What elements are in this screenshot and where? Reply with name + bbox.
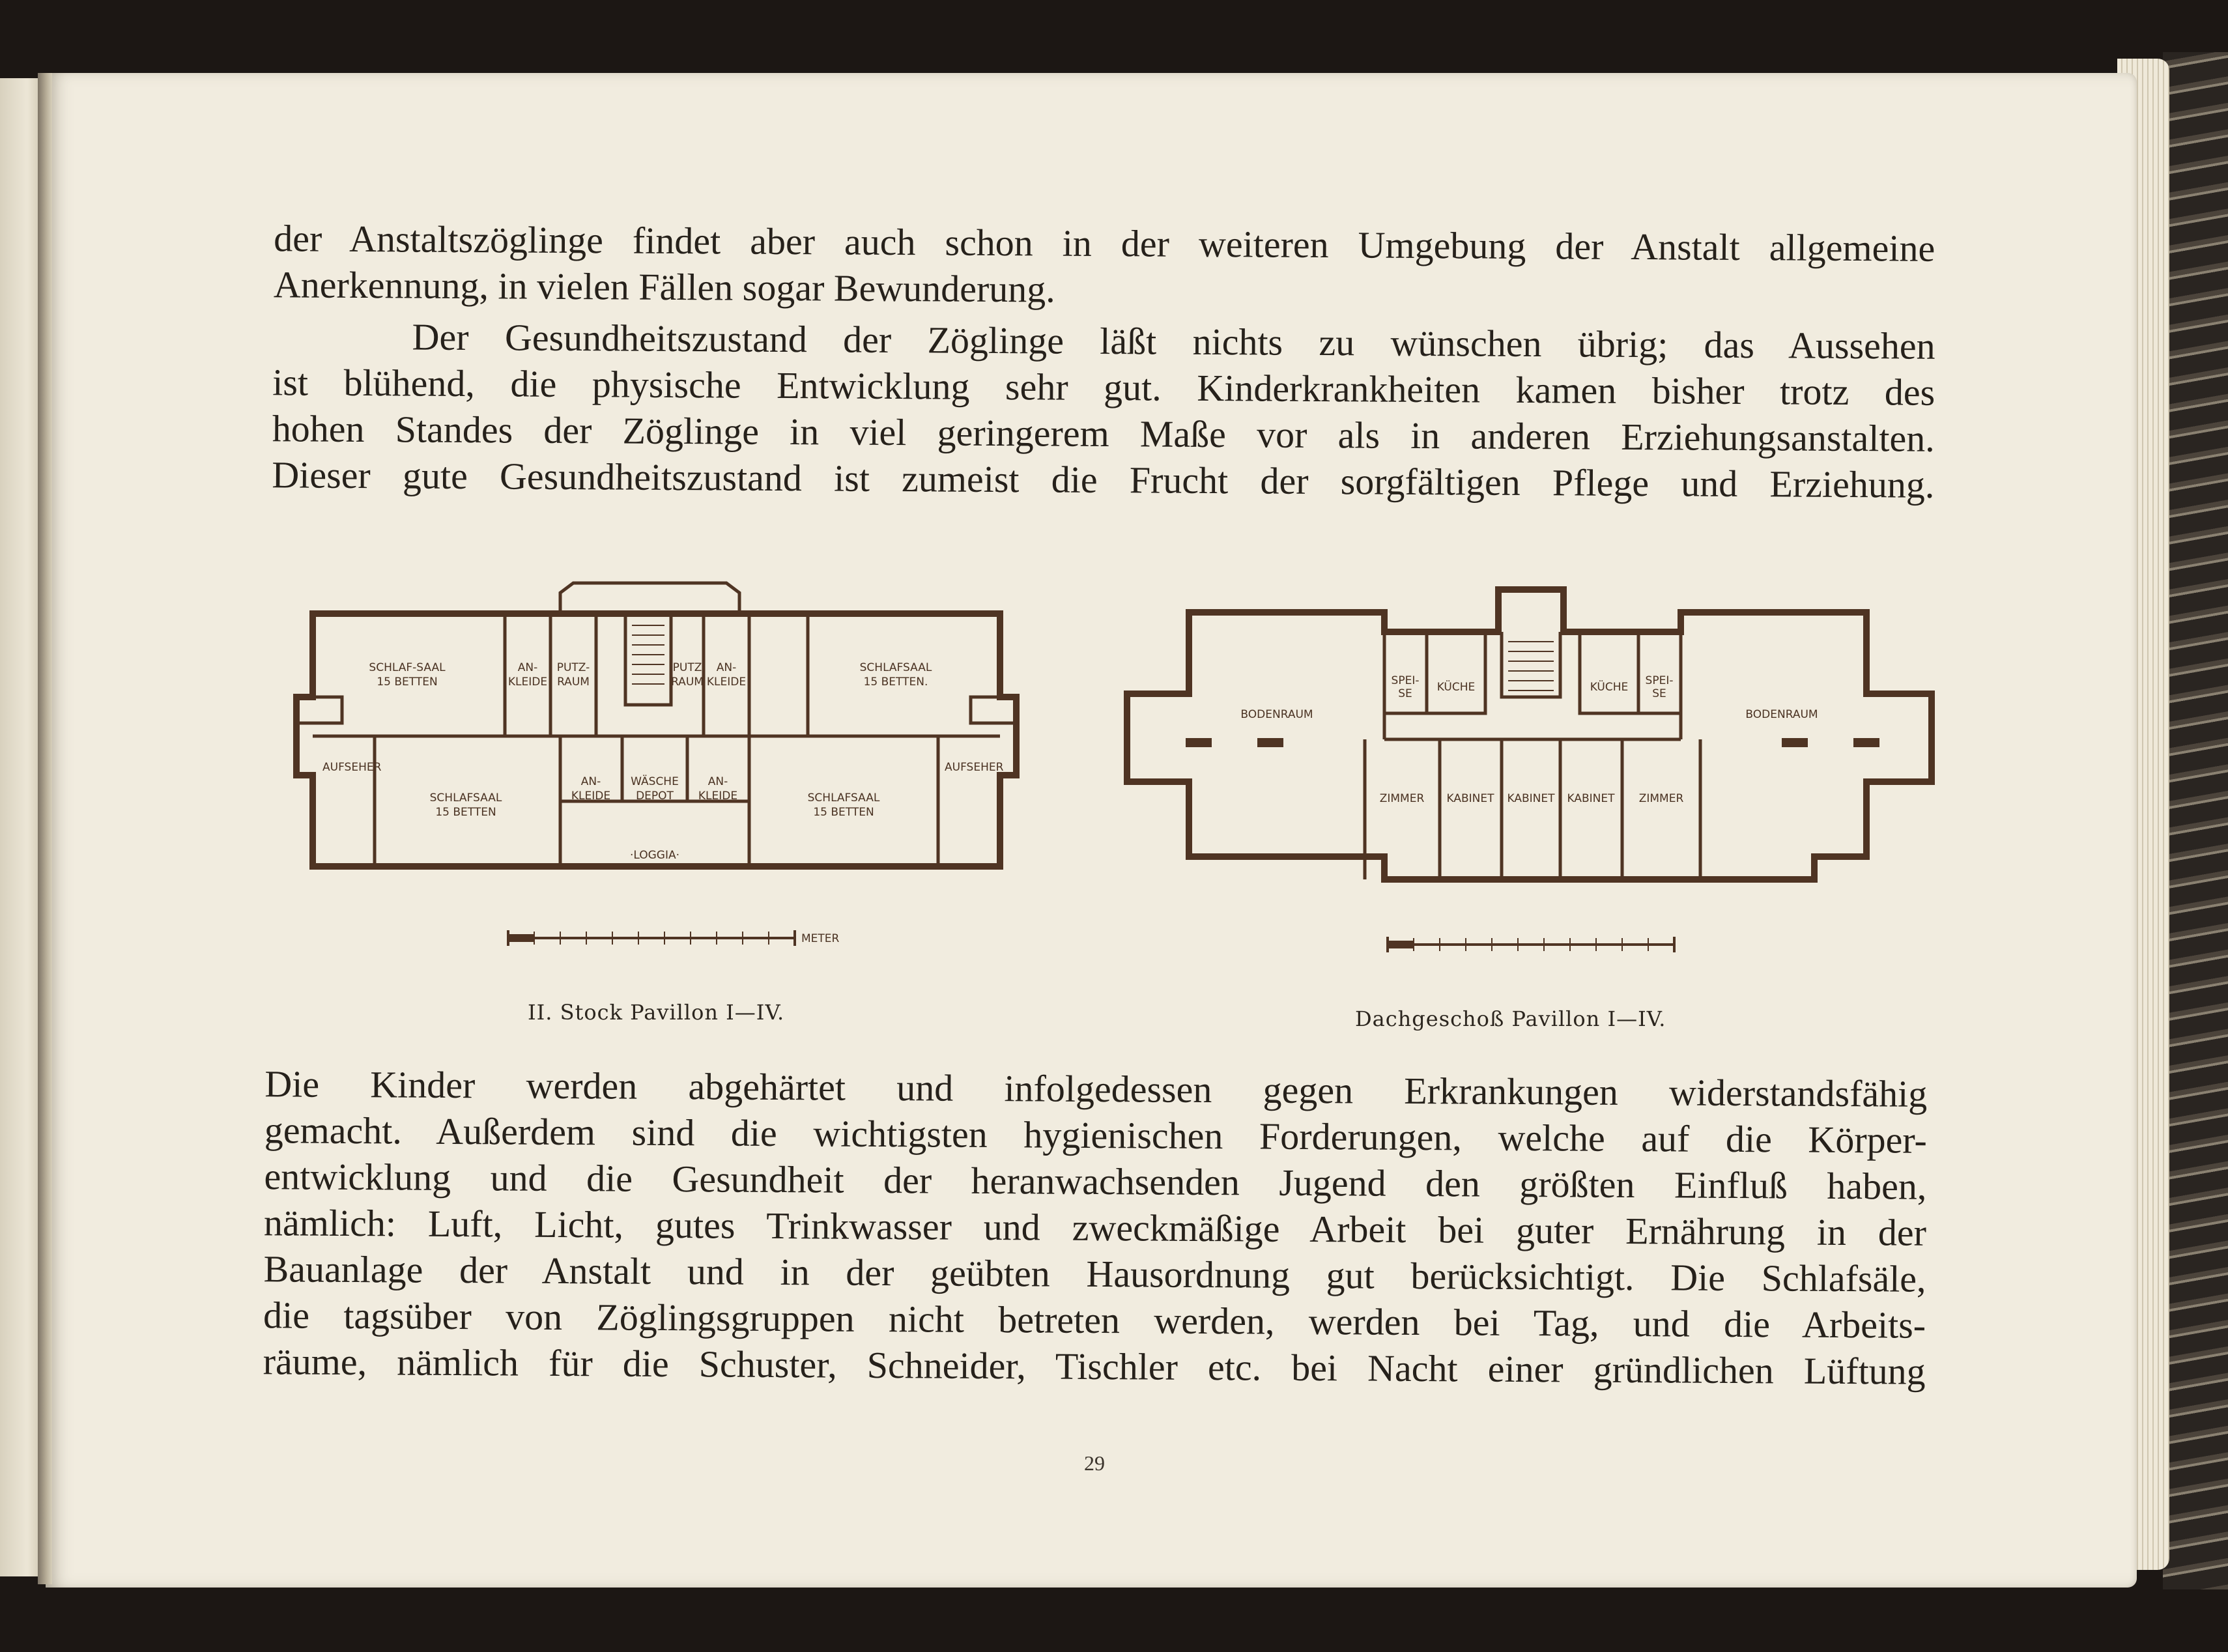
text-line: nämlich: Luft, Licht, gutes Trinkwasser und zweckmäßige Arbeit bei guter Ernährung in der: [263, 1201, 1927, 1254]
text-line: Anerkennung, in vielen Fällen sogar Bewunderung.: [273, 263, 1055, 311]
book-gutter: [38, 73, 52, 1584]
paragraph-health: [272, 313, 1935, 508]
room-label: BODENRAUM: [1745, 708, 1818, 721]
text-line: gemacht. Außerdem sind die wichtigsten hygienischen Forderungen, welche auf die Körper-: [264, 1109, 1928, 1161]
room-label: 15 BETTEN: [435, 806, 496, 819]
room-label: KLEIDE: [706, 676, 747, 689]
scale-unit-label: METER: [801, 932, 840, 945]
room-label: KLEIDE: [571, 790, 611, 803]
room-label: ZIMMER: [1379, 792, 1425, 805]
book-cover-edge: [2163, 52, 2228, 1589]
floor-plan-attic: [1124, 583, 1938, 889]
caption-second-floor: II. Stock Pavillon I—IV.: [528, 1000, 785, 1025]
room-label: SCHLAFSAAL: [429, 791, 502, 805]
room-label: AUFSEHER: [945, 761, 1004, 774]
text-line: die tagsüber von Zöglingsgruppen nicht betreten werden, werden bei Tag, und die Arbeits-: [263, 1294, 1926, 1346]
room-label: SCHLAF-SAAL: [369, 661, 446, 674]
room-label: AUFSEHER: [322, 761, 382, 774]
floor-plan-second-floor: [248, 580, 1062, 892]
room-label: ·LOGGIA·: [629, 849, 680, 862]
page-number: 29: [1084, 1451, 1105, 1475]
room-label: KABINET: [1567, 792, 1615, 805]
room-label: SCHLAFSAAL: [807, 791, 880, 805]
room-label: KABINET: [1446, 792, 1494, 805]
room-label: AN-: [707, 775, 728, 788]
room-label: SPEI-: [1391, 674, 1420, 687]
room-label: SE: [1652, 687, 1666, 700]
text-line: räume, nämlich für die Schuster, Schneider, Tischler etc. bei Nacht einer gründlichen Lüftung: [263, 1340, 1926, 1393]
caption-attic: Dachgeschoß Pavillon I—IV.: [1355, 1006, 1666, 1031]
room-label: 15 BETTEN: [377, 676, 438, 689]
scale-bar-right: [1388, 932, 1681, 958]
room-label: AN-: [517, 661, 538, 674]
room-label: SE: [1398, 687, 1412, 700]
text-line: Der Gesundheitszustand der Zöglinge läßt nichts zu wünschen übrig; das Aussehen: [412, 315, 1935, 367]
room-label: AN-: [580, 775, 601, 788]
text-line: der Anstaltszöglinge findet aber auch schon in der weiteren Umgebung der Anstalt allgemeine: [274, 217, 1935, 270]
room-label: KLEIDE: [507, 676, 548, 689]
text-line: entwicklung und die Gesundheit der heranwachsenden Jugend den größten Einfluß haben,: [264, 1155, 1927, 1208]
room-label: KABINET: [1507, 792, 1555, 805]
paragraph-intro: [274, 215, 1935, 318]
room-label: PUTZ: [672, 661, 702, 674]
room-label: RAUM: [557, 676, 590, 689]
room-label: 15 BETTEN.: [863, 676, 928, 689]
room-label: SCHLAFSAAL: [859, 661, 932, 674]
room-label: DEPOT: [636, 790, 674, 803]
room-label: RAUM: [671, 676, 704, 689]
room-label: KLEIDE: [698, 790, 738, 803]
scale-bar-left: [508, 925, 860, 951]
room-label: PUTZ-: [556, 661, 590, 674]
text-line: hohen Standes der Zöglinge in viel geringerem Maße vor als in anderen Erziehungsanstalten.: [272, 407, 1935, 460]
text-line: ist blühend, die physische Entwicklung sehr gut. Kinderkrankheiten kamen bisher trotz des: [272, 361, 1935, 414]
room-label: KÜCHE: [1436, 681, 1476, 694]
room-label: 15 BETTEN: [813, 806, 874, 819]
room-label: BODENRAUM: [1240, 708, 1313, 721]
room-label: AN-: [716, 661, 737, 674]
text-line: Bauanlage der Anstalt und in der geübten Hausordnung gut berücksichtigt. Die Schlafsäle,: [263, 1247, 1926, 1300]
room-label: WÄSCHE: [631, 775, 679, 788]
paragraph-hygiene: [263, 1061, 1928, 1395]
room-label: ZIMMER: [1638, 792, 1684, 805]
room-label: KÜCHE: [1590, 681, 1629, 694]
room-label: SPEI-: [1645, 674, 1674, 687]
text-line: Dieser gute Gesundheitszustand ist zumeist die Frucht der sorgfältigen Pflege und Erziehung.: [272, 453, 1935, 506]
text-line: Die Kinder werden abgehärtet und infolgedessen gegen Erkrankungen widerstandsfähig: [264, 1062, 1928, 1115]
